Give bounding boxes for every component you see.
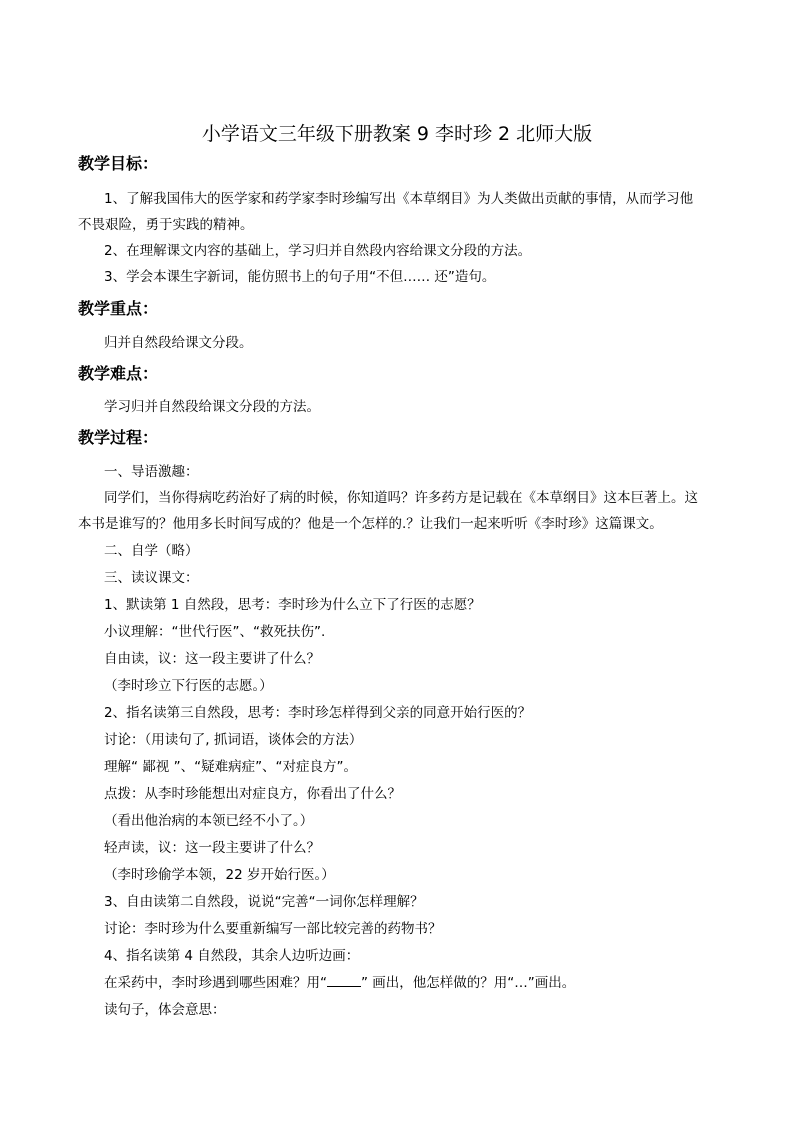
process-line: （李时珍偷学本领，22 岁开始行医。）: [104, 867, 335, 883]
process-line: 小议理解：“世代行医”、“救死扶伤”.: [104, 624, 326, 640]
objective-2: 2、在理解课文内容的基础上，学习归并自然段内容给课文分段的方法。: [104, 243, 532, 259]
process-line: 讨论：李时珍为什么要重新编写一部比较完善的药物书？: [104, 921, 442, 937]
process-line: 讨论：（用读句了, 抓词语，谈体会的方法）: [104, 732, 363, 748]
process-line: 同学们，当你得病吃药治好了病的时候，你知道吗？许多药方是记载在《本草纲目》这本巨著上。这: [104, 490, 698, 506]
key-points-text: 归并自然段给课文分段。: [104, 335, 253, 351]
objective-3: 3、学会本课生字新词，能仿照书上的句子用“不但…… 还”造句。: [104, 269, 496, 285]
document-title: 小学语文三年级下册教案 9 李时珍 2 北师大版: [201, 123, 593, 145]
process-line: 理解“ 鄙视 ”、“疑难病症”、“对症良方”。: [104, 759, 358, 775]
difficulties-text: 学习归并自然段给课文分段的方法。: [104, 399, 320, 415]
process-line: 本书是谁写的？他用多长时间写成的？他是一个怎样的.？让我们一起来听听《李时珍》这篇课文。: [78, 516, 663, 532]
process-line: 点拨：从李时珍能想出对症良方，你看出了什么？: [104, 786, 401, 802]
process-line: 1、默读第 1 自然段，思考：李时珍为什么立下了行医的志愿？: [104, 597, 481, 613]
process-line: 一、导语激趣：: [104, 464, 199, 480]
objective-1-line-2: 不畏艰险，勇于实践的精神。: [78, 217, 254, 233]
heading-process: 教学过程：: [78, 428, 159, 447]
process-line: 三、读议课文：: [104, 570, 199, 586]
process-line: 二、自学（略）: [104, 543, 199, 559]
underline-blank: [327, 974, 361, 987]
process-line: 3、自由读第二自然段，说说“完善“一词你怎样理解？: [104, 894, 424, 910]
process-line: 2、指名读第三自然段，思考：李时珍怎样得到父亲的同意开始行医的？: [104, 705, 532, 721]
process-line: （李时珍立下行医的志愿。）: [104, 678, 273, 694]
process-line-part: ” 画出，他怎样做的？用“…”画出。: [361, 975, 576, 991]
process-line: （看出他治病的本领已经不小了。）: [104, 813, 314, 829]
heading-difficulties: 教学难点：: [78, 364, 159, 383]
heading-key-points: 教学重点：: [78, 299, 159, 318]
process-line: 读句子，体会意思：: [104, 1002, 226, 1018]
heading-objectives: 教学目标：: [78, 154, 159, 173]
process-line-part: 在采药中，李时珍遇到哪些困难？用“: [104, 975, 327, 991]
process-line: 自由读，议：这一段主要讲了什么？: [104, 651, 320, 667]
process-line: 4、指名读第 4 自然段，其余人边听边画：: [104, 948, 360, 964]
objective-1-line-1: 1、了解我国伟大的医学家和药学家李时珍编写出《本草纲目》为人类做出贡献的事情，从而学习他: [104, 191, 694, 207]
process-line: 轻声读，议：这一段主要讲了什么？: [104, 840, 320, 856]
process-line-with-blank: [104, 974, 575, 992]
